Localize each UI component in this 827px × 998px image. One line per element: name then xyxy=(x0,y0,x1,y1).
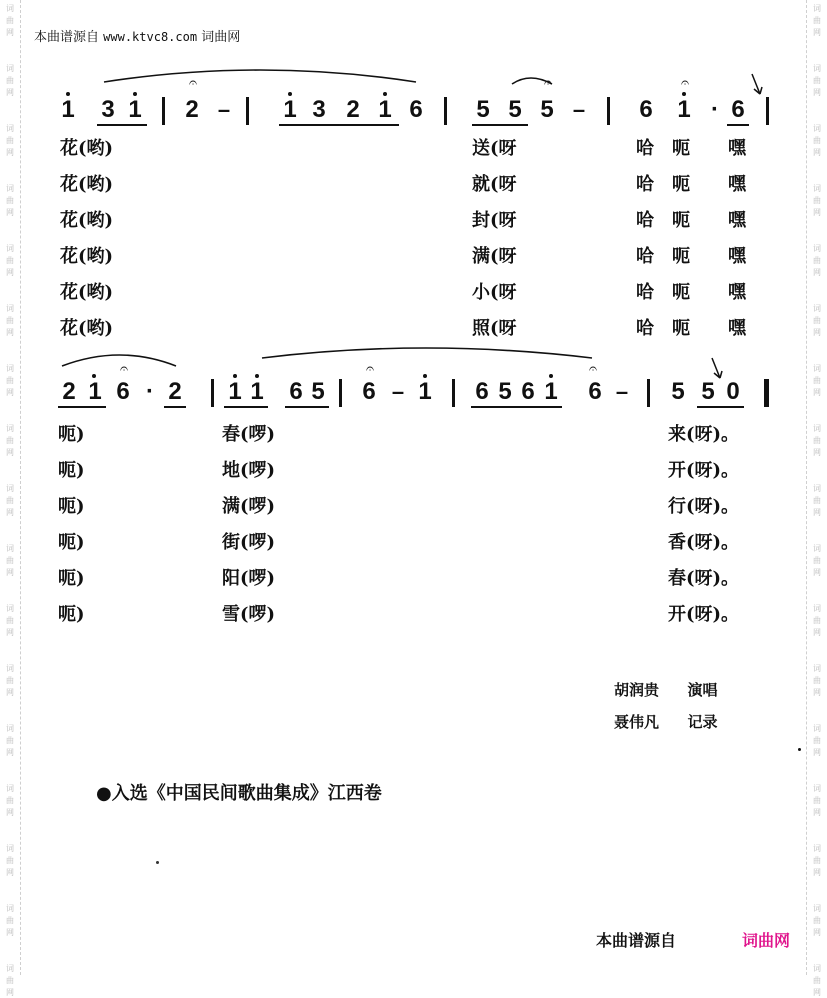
watermark-glyph: 曲 xyxy=(813,436,821,445)
watermark-glyph: 词 xyxy=(813,304,821,313)
watermark-glyph: 网 xyxy=(813,508,821,517)
lyric-syllable: 呃 xyxy=(672,138,690,159)
lyric-syllable: 哈 xyxy=(636,246,654,267)
note: 2 xyxy=(168,378,182,405)
watermark-glyph: 网 xyxy=(813,628,821,637)
note: 5 xyxy=(498,378,512,405)
watermark-glyph: 网 xyxy=(813,448,821,457)
watermark-glyph: 网 xyxy=(813,808,821,817)
watermark-glyph: 曲 xyxy=(813,556,821,565)
lyric-syllable: 呃) xyxy=(58,496,85,517)
note: 5 xyxy=(508,96,522,123)
watermark-glyph: 网 xyxy=(813,988,821,997)
watermark-glyph: 网 xyxy=(813,388,821,397)
barline xyxy=(211,379,214,407)
lyric-syllable: 开(呀)。 xyxy=(668,604,740,625)
augmentation-dot: · xyxy=(146,378,154,405)
lyric-syllable: 呃 xyxy=(672,246,690,267)
lyric-syllable: 呃 xyxy=(672,282,690,303)
octave-dot xyxy=(255,374,259,378)
lyric-syllable: 地(啰) xyxy=(222,460,276,481)
fermata-icon: 𝄐 xyxy=(366,361,374,377)
watermark-glyph: 网 xyxy=(6,148,14,157)
note: 6 xyxy=(639,96,653,123)
watermark-glyph: 网 xyxy=(813,748,821,757)
lyric-syllable: 呃) xyxy=(58,532,85,553)
watermark-glyph: 词 xyxy=(6,964,14,973)
singer-role: 演唱 xyxy=(687,681,718,699)
watermark-glyph: 网 xyxy=(6,568,14,577)
watermark-glyph: 曲 xyxy=(6,616,14,625)
watermark-glyph: 词 xyxy=(6,484,14,493)
lyric-syllable: 花(哟) xyxy=(60,246,114,267)
lyric-syllable: 照(呀 xyxy=(472,318,517,339)
lyric-syllable: 嘿 xyxy=(728,318,746,339)
watermark-glyph: 曲 xyxy=(6,556,14,565)
watermark-glyph: 词 xyxy=(813,244,821,253)
watermark-glyph: 词 xyxy=(813,124,821,133)
watermark-glyph: 词 xyxy=(6,904,14,913)
lyric-syllable: 哈 xyxy=(636,138,654,159)
barline xyxy=(766,97,769,125)
octave-dot xyxy=(549,374,553,378)
lyric-syllable: 哈 xyxy=(636,210,654,231)
lyric-syllable: 嘿 xyxy=(728,210,746,231)
beat-underline xyxy=(224,406,268,408)
watermark-glyph: 网 xyxy=(6,748,14,757)
beat-underline xyxy=(697,406,744,408)
breath-arrow-icon xyxy=(748,72,768,102)
watermark-glyph: 词 xyxy=(813,424,821,433)
watermark-glyph: 曲 xyxy=(813,856,821,865)
lyric-syllable: 嘿 xyxy=(728,282,746,303)
watermark-glyph: 曲 xyxy=(813,16,821,25)
lyric-syllable: 呃) xyxy=(58,460,85,481)
watermark-glyph: 词 xyxy=(813,64,821,73)
note: 6 xyxy=(731,96,745,123)
watermark-glyph: 网 xyxy=(6,868,14,877)
watermark-glyph: 网 xyxy=(6,328,14,337)
singer-name: 胡润贵 xyxy=(614,681,660,699)
watermark-glyph: 曲 xyxy=(813,136,821,145)
watermark-glyph: 曲 xyxy=(813,376,821,385)
lyric-syllable: 花(哟) xyxy=(60,210,114,231)
note-dash: – xyxy=(572,97,586,122)
note-dash: – xyxy=(615,379,629,404)
watermark-glyph: 网 xyxy=(813,28,821,37)
watermark-glyph: 网 xyxy=(813,568,821,577)
watermark-glyph: 词 xyxy=(813,724,821,733)
lyric-syllable: 香(呀)。 xyxy=(668,532,740,553)
watermark-glyph: 曲 xyxy=(6,976,14,985)
octave-dot xyxy=(288,92,292,96)
beat-underline xyxy=(164,406,186,408)
lyric-syllable: 满(啰) xyxy=(222,496,276,517)
header-prefix: 本曲谱源自 xyxy=(34,30,100,45)
note: 0 xyxy=(726,378,740,405)
note: 5 xyxy=(476,96,490,123)
barline xyxy=(452,379,455,407)
watermark-glyph: 词 xyxy=(6,424,14,433)
beat-underline xyxy=(279,124,399,126)
octave-dot xyxy=(233,374,237,378)
lyric-syllable: 呃) xyxy=(58,568,85,589)
note: 3 xyxy=(101,96,115,123)
watermark-glyph: 词 xyxy=(813,784,821,793)
watermark-glyph: 网 xyxy=(6,928,14,937)
watermark-glyph: 曲 xyxy=(6,76,14,85)
watermark-glyph: 曲 xyxy=(813,916,821,925)
octave-dot xyxy=(682,92,686,96)
speck xyxy=(156,861,159,864)
octave-dot xyxy=(383,92,387,96)
note-dash: – xyxy=(217,97,231,122)
octave-dot xyxy=(423,374,427,378)
watermark-glyph: 网 xyxy=(6,88,14,97)
watermark-glyph: 网 xyxy=(813,928,821,937)
watermark-glyph: 曲 xyxy=(813,496,821,505)
source-url[interactable]: www.ktvc8.com xyxy=(103,30,198,44)
note: 6 xyxy=(521,378,535,405)
note: 1 xyxy=(61,96,75,123)
watermark-glyph: 曲 xyxy=(6,376,14,385)
watermark-glyph: 曲 xyxy=(6,16,14,25)
note: 1 xyxy=(283,96,297,123)
fermata-icon: 𝄐 xyxy=(189,75,197,91)
augmentation-dot: · xyxy=(711,96,719,123)
octave-dot xyxy=(92,374,96,378)
watermark-glyph: 曲 xyxy=(813,736,821,745)
lyric-syllable: 满(呀 xyxy=(472,246,517,267)
watermark-glyph: 词 xyxy=(6,184,14,193)
watermark-glyph: 词 xyxy=(6,4,14,13)
lyric-syllable: 来(呀)。 xyxy=(668,424,740,445)
note: 1 xyxy=(378,96,392,123)
watermark-glyph: 词 xyxy=(813,964,821,973)
watermark-glyph: 曲 xyxy=(6,736,14,745)
speck xyxy=(798,748,801,751)
watermark-glyph: 曲 xyxy=(6,796,14,805)
watermark-glyph: 词 xyxy=(6,304,14,313)
watermark-glyph: 网 xyxy=(6,268,14,277)
watermark-glyph: 网 xyxy=(813,328,821,337)
watermark-glyph: 网 xyxy=(813,208,821,217)
lyric-syllable: 嘿 xyxy=(728,138,746,159)
lyric-syllable: 花(哟) xyxy=(60,282,114,303)
fermata-icon: 𝄐 xyxy=(120,361,128,377)
watermark-glyph: 网 xyxy=(6,628,14,637)
lyric-syllable: 送(呀 xyxy=(472,138,517,159)
watermark-glyph: 词 xyxy=(6,844,14,853)
beat-underline xyxy=(97,124,147,126)
lyric-syllable: 雪(啰) xyxy=(222,604,276,625)
note: 2 xyxy=(346,96,360,123)
watermark-glyph: 曲 xyxy=(6,436,14,445)
note: 6 xyxy=(289,378,303,405)
barline xyxy=(647,379,650,407)
watermark-glyph: 曲 xyxy=(813,676,821,685)
note: 6 xyxy=(588,378,602,405)
recorder-name: 聂伟凡 xyxy=(614,713,660,731)
footer-site-link[interactable]: 词曲网 xyxy=(742,931,791,950)
note: 1 xyxy=(128,96,142,123)
watermark-glyph: 词 xyxy=(813,844,821,853)
lyric-syllable: 呃 xyxy=(672,174,690,195)
watermark-glyph: 网 xyxy=(6,988,14,997)
footer-source-label: 本曲谱源自 xyxy=(596,931,677,950)
note-dash: – xyxy=(391,379,405,404)
watermark-glyph: 词 xyxy=(813,544,821,553)
watermark-glyph: 网 xyxy=(813,88,821,97)
watermark-glyph: 曲 xyxy=(6,676,14,685)
note: 5 xyxy=(540,96,554,123)
note: 6 xyxy=(362,378,376,405)
lyric-syllable: 春(呀)。 xyxy=(668,568,740,589)
barline xyxy=(162,97,165,125)
watermark-glyph: 网 xyxy=(6,448,14,457)
lyric-syllable: 就(呀 xyxy=(472,174,517,195)
lyric-syllable: 嘿 xyxy=(728,246,746,267)
final-barline xyxy=(764,379,769,407)
lyric-syllable: 哈 xyxy=(636,318,654,339)
lyric-syllable: 呃) xyxy=(58,604,85,625)
header-suffix: 词曲网 xyxy=(201,30,241,45)
barline xyxy=(339,379,342,407)
beat-underline xyxy=(58,406,106,408)
watermark-glyph: 词 xyxy=(6,784,14,793)
lyric-syllable: 呃) xyxy=(58,424,85,445)
watermark-glyph: 网 xyxy=(6,688,14,697)
recorder-role: 记录 xyxy=(687,713,718,731)
watermark-glyph: 词 xyxy=(813,904,821,913)
watermark-glyph: 网 xyxy=(6,388,14,397)
note: 6 xyxy=(409,96,423,123)
watermark-glyph: 曲 xyxy=(813,76,821,85)
lyric-syllable: 街(啰) xyxy=(222,532,276,553)
singer-credit xyxy=(614,679,718,700)
lyric-syllable: 花(哟) xyxy=(60,174,114,195)
watermark-glyph: 网 xyxy=(813,868,821,877)
watermark-glyph: 曲 xyxy=(6,196,14,205)
watermark-glyph: 词 xyxy=(6,244,14,253)
beat-underline xyxy=(727,124,749,126)
beat-underline xyxy=(285,406,329,408)
lyric-syllable: 春(啰) xyxy=(222,424,276,445)
note: 5 xyxy=(671,378,685,405)
watermark-glyph: 曲 xyxy=(6,856,14,865)
beat-underline xyxy=(472,124,528,126)
watermark-glyph: 网 xyxy=(813,688,821,697)
line1-slurs xyxy=(0,60,827,100)
recorder-credit xyxy=(614,711,718,732)
watermark-glyph: 词 xyxy=(6,664,14,673)
fermata-icon: 𝄐 xyxy=(681,75,689,91)
lyric-syllable: 花(哟) xyxy=(60,318,114,339)
note: 1 xyxy=(88,378,102,405)
watermark-glyph: 词 xyxy=(6,124,14,133)
barline xyxy=(444,97,447,125)
lyric-syllable: 哈 xyxy=(636,282,654,303)
lyric-syllable: 阳(啰) xyxy=(222,568,276,589)
watermark-glyph: 曲 xyxy=(6,256,14,265)
watermark-glyph: 词 xyxy=(6,544,14,553)
barline xyxy=(246,97,249,125)
note: 5 xyxy=(701,378,715,405)
watermark-glyph: 词 xyxy=(6,604,14,613)
watermark-glyph: 曲 xyxy=(813,256,821,265)
watermark-glyph: 网 xyxy=(6,508,14,517)
note: 2 xyxy=(185,96,199,123)
watermark-glyph: 曲 xyxy=(813,316,821,325)
watermark-glyph: 网 xyxy=(6,28,14,37)
note: 6 xyxy=(116,378,130,405)
watermark-glyph: 曲 xyxy=(6,916,14,925)
lyric-syllable: 呃 xyxy=(672,210,690,231)
watermark-glyph: 词 xyxy=(6,724,14,733)
barline xyxy=(607,97,610,125)
watermark-glyph: 词 xyxy=(813,664,821,673)
watermark-glyph: 词 xyxy=(813,4,821,13)
octave-dot xyxy=(66,92,70,96)
lyric-syllable: 花(哟) xyxy=(60,138,114,159)
note: 1 xyxy=(228,378,242,405)
lyric-syllable: 呃 xyxy=(672,318,690,339)
fermata-icon: 𝄐 xyxy=(544,75,552,91)
beat-underline xyxy=(471,406,562,408)
watermark-glyph: 词 xyxy=(6,364,14,373)
lyric-syllable: 小(呀 xyxy=(472,282,517,303)
watermark-glyph: 网 xyxy=(6,808,14,817)
watermark-glyph: 词 xyxy=(813,364,821,373)
lyric-syllable: 开(呀)。 xyxy=(668,460,740,481)
watermark-glyph: 曲 xyxy=(813,616,821,625)
source-header xyxy=(34,26,240,45)
note: 2 xyxy=(62,378,76,405)
lyric-syllable: 封(呀 xyxy=(472,210,517,231)
fermata-icon: 𝄐 xyxy=(589,361,597,377)
note: 1 xyxy=(544,378,558,405)
watermark-glyph: 网 xyxy=(813,148,821,157)
watermark-glyph: 词 xyxy=(813,484,821,493)
note: 6 xyxy=(475,378,489,405)
watermark-glyph: 词 xyxy=(813,604,821,613)
lyric-syllable: 行(呀)。 xyxy=(668,496,740,517)
note: 1 xyxy=(677,96,691,123)
note: 3 xyxy=(312,96,326,123)
watermark-glyph: 曲 xyxy=(6,496,14,505)
watermark-glyph: 曲 xyxy=(813,976,821,985)
watermark-glyph: 网 xyxy=(813,268,821,277)
watermark-glyph: 网 xyxy=(6,208,14,217)
note: 1 xyxy=(250,378,264,405)
watermark-glyph: 曲 xyxy=(6,316,14,325)
watermark-glyph: 词 xyxy=(813,184,821,193)
watermark-glyph: 词 xyxy=(6,64,14,73)
collection-note: ●入选《中国民间歌曲集成》江西卷 xyxy=(96,783,382,804)
lyric-syllable: 嘿 xyxy=(728,174,746,195)
watermark-glyph: 曲 xyxy=(813,796,821,805)
watermark-glyph: 曲 xyxy=(813,196,821,205)
lyric-syllable: 哈 xyxy=(636,174,654,195)
note: 5 xyxy=(311,378,325,405)
octave-dot xyxy=(133,92,137,96)
watermark-glyph: 曲 xyxy=(6,136,14,145)
note: 1 xyxy=(418,378,432,405)
